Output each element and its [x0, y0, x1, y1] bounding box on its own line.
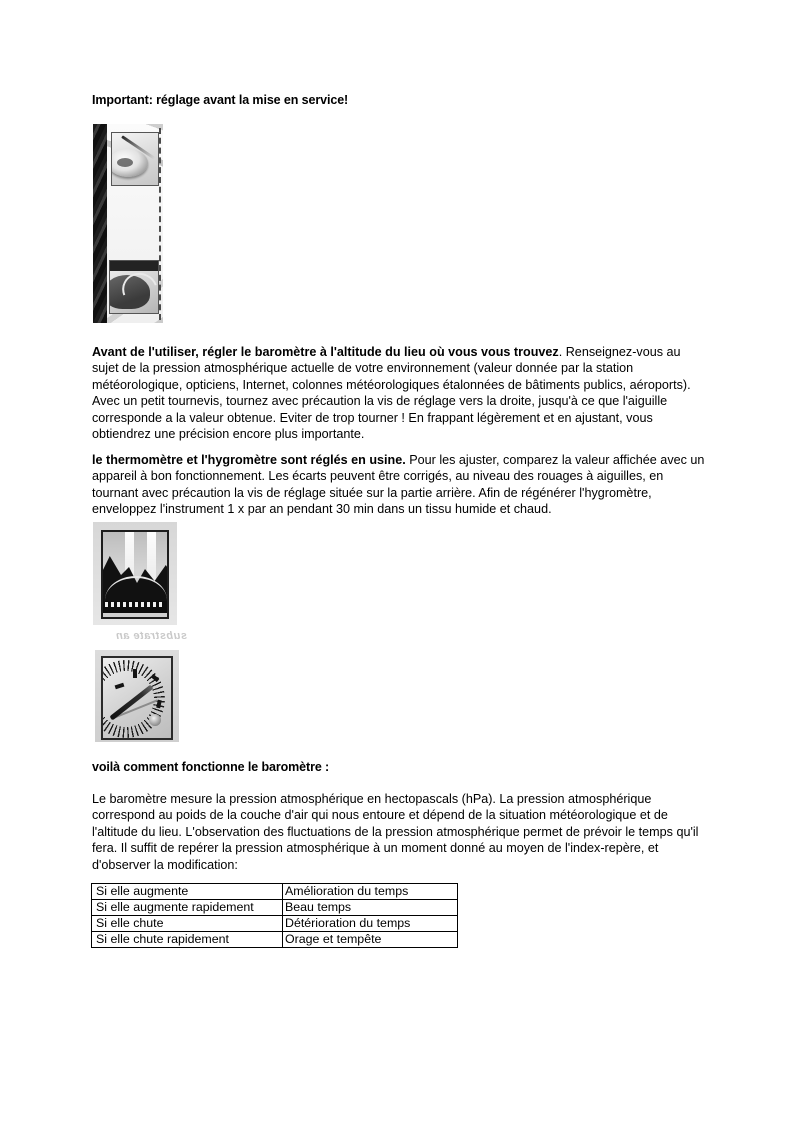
- weather-table-body: [92, 884, 458, 948]
- weather-forecast-table: [91, 883, 458, 948]
- gauge-mark-2: [133, 669, 137, 678]
- table-cell-condition: [92, 884, 283, 900]
- photo-hand-on-instrument: [109, 260, 159, 314]
- table-cell-condition: [92, 916, 283, 932]
- forecast-text: Beau temps: [285, 900, 352, 914]
- table-cell-condition: [92, 900, 283, 916]
- photo-landscape-frame: [101, 530, 169, 619]
- table-cell-forecast: [283, 932, 458, 948]
- photo-mountain-landscape: [93, 522, 177, 625]
- figure-adjustment-montage: [93, 124, 163, 323]
- table-cell-forecast: [283, 900, 458, 916]
- table-cell-forecast: [283, 916, 458, 932]
- photo-barometer-gauge: [95, 650, 179, 742]
- photo-screwdriver-on-dial: [111, 132, 159, 186]
- forecast-text: Amélioration du temps: [285, 884, 409, 898]
- forecast-text: Orage et tempête: [285, 932, 382, 946]
- paragraph-how-it-measures: Le baromètre mesure la pression atmosphérique en hectopascals (hPa). La pression atmosphérique correspond au poids de la couche d'air qui nous entoure et dépend de la situation météorologique et de l'altitude du lieu. L'observation des fluctuations de la pression atmosphérique permet de prévoir le temps qu'il fera. Il suffit de repérer la pression atmosphérique à un moment donné au moyen de l'index-repère, et d'observer la modification:: [92, 792, 699, 872]
- condition-text: Si elle augmente: [96, 884, 189, 898]
- photo-dark-band: [110, 261, 158, 271]
- table-row: [92, 916, 458, 932]
- photo-gauge-frame: [101, 656, 173, 740]
- paragraph-thermometer-hygrometer: [92, 452, 710, 518]
- background-ghost-text: substrate an: [115, 630, 187, 642]
- table-row: [92, 884, 458, 900]
- paragraph-altitude-setting: [92, 344, 710, 442]
- paragraph-thermometre-lead: le thermomètre et l'hygromètre sont réglés en usine.: [92, 453, 406, 467]
- scale-teeth-strip: [103, 601, 167, 613]
- figure-instrument-photos: [93, 522, 187, 742]
- paragraph-altitude-lead: Avant de l'utiliser, régler le baromètre à l'altitude du lieu où vous vous trouvez: [92, 345, 559, 359]
- table-row: [92, 900, 458, 916]
- dashed-divider-line: [159, 128, 161, 320]
- condition-text: Si elle chute rapidement: [96, 932, 229, 946]
- section-title-how-barometer-works: voilà comment fonctionne le baromètre :: [92, 760, 330, 774]
- condition-text: Si elle chute: [96, 916, 164, 930]
- forecast-text: Détérioration du temps: [285, 916, 411, 930]
- paragraph-altitude-body: . Renseignez-vous au sujet de la pression atmosphérique actuelle de votre environnement (valeur donnée par la station météorologique, opticiens, Internet, colonnes météorologiques étalonnées de bâtiments publics, aéroports). Avec un petit tournevis, tournez avec précaution la vis de réglage vers la droite, jusqu'à ce que l'aiguille corresponde a la valeur obtenue. Eviter de trop tourner ! En frappant légèrement et en ajustant, vous obtiendrez une précision encore plus importante.: [92, 345, 691, 442]
- barometer-dial-shape: [111, 149, 148, 177]
- gauge-adjust-screw: [149, 714, 161, 726]
- condition-text: Si elle augmente rapidement: [96, 900, 254, 914]
- table-row: [92, 932, 458, 948]
- table-cell-forecast: [283, 884, 458, 900]
- table-cell-condition: [92, 932, 283, 948]
- paragraph-thermometre-body: Pour les ajuster, comparez la valeur affichée avec un appareil à bon fonctionnement. Les écarts peuvent être corrigés, au niveau des rouages à aiguilles, en tournant avec précaution la vis de réglage située sur la partie arrière. Afin de régénérer l'hygromètre, enveloppez l'instrument 1 x par an pendant 30 min dans un tissu humide et chaud.: [92, 453, 705, 517]
- page-title-important: Important: réglage avant la mise en service!: [92, 93, 349, 107]
